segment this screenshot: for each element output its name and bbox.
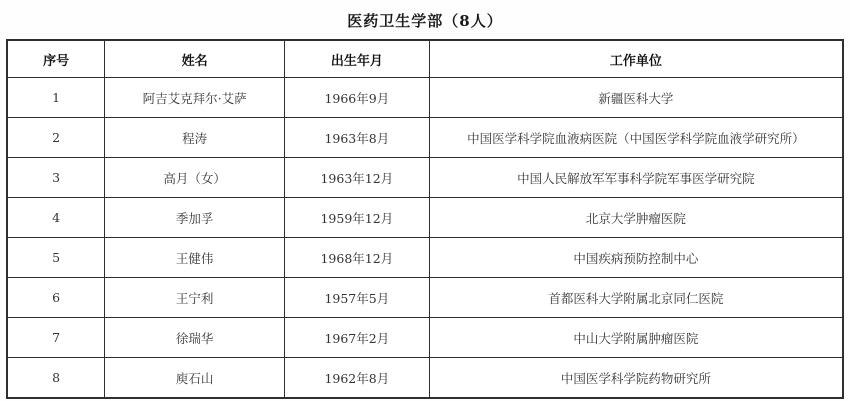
- cell-birth: 1957年5月: [285, 278, 430, 318]
- cell-name: 阿吉艾克拜尔·艾萨: [105, 78, 285, 118]
- cell-seq: 7: [7, 318, 105, 358]
- cell-workplace: 中山大学附属肿瘤医院: [429, 318, 843, 358]
- table-row: [7, 278, 843, 318]
- cell-birth: 1967年2月: [285, 318, 430, 358]
- cell-name: 王宁利: [105, 278, 285, 318]
- cell-workplace: 北京大学肿瘤医院: [429, 198, 843, 238]
- cell-name: 高月（女）: [105, 158, 285, 198]
- cell-birth: 1959年12月: [285, 198, 430, 238]
- table-row: [7, 78, 843, 118]
- cell-name: 程涛: [105, 118, 285, 158]
- cell-seq: 6: [7, 278, 105, 318]
- cell-birth: 1963年12月: [285, 158, 430, 198]
- cell-seq: 2: [7, 118, 105, 158]
- cell-birth: 1962年8月: [285, 358, 430, 399]
- header-name: 姓名: [105, 40, 285, 78]
- header-birth: 出生年月: [285, 40, 430, 78]
- table-row: [7, 318, 843, 358]
- cell-name: 季加孚: [105, 198, 285, 238]
- table-row: [7, 238, 843, 278]
- cell-name: 庾石山: [105, 358, 285, 399]
- table-row: [7, 158, 843, 198]
- cell-birth: 1963年8月: [285, 118, 430, 158]
- roster-table: [6, 39, 844, 399]
- header-seq: 序号: [7, 40, 105, 78]
- cell-birth: 1968年12月: [285, 238, 430, 278]
- cell-name: 徐瑞华: [105, 318, 285, 358]
- cell-seq: 3: [7, 158, 105, 198]
- cell-workplace: 中国疾病预防控制中心: [429, 238, 843, 278]
- table-header-row: [7, 40, 843, 78]
- cell-workplace: 首都医科大学附属北京同仁医院: [429, 278, 843, 318]
- cell-birth: 1966年9月: [285, 78, 430, 118]
- cell-seq: 1: [7, 78, 105, 118]
- page-title: 医药卫生学部（8人）: [347, 12, 503, 30]
- cell-seq: 4: [7, 198, 105, 238]
- cell-name: 王健伟: [105, 238, 285, 278]
- table-row: [7, 198, 843, 238]
- cell-workplace: 新疆医科大学: [429, 78, 843, 118]
- table-row: [7, 358, 843, 399]
- table-row: [7, 118, 843, 158]
- header-workplace: 工作单位: [429, 40, 843, 78]
- cell-seq: 8: [7, 358, 105, 399]
- cell-seq: 5: [7, 238, 105, 278]
- cell-workplace: 中国医学科学院血液病医院（中国医学科学院血液学研究所）: [429, 118, 843, 158]
- cell-workplace: 中国医学科学院药物研究所: [429, 358, 843, 399]
- cell-workplace: 中国人民解放军军事科学院军事医学研究院: [429, 158, 843, 198]
